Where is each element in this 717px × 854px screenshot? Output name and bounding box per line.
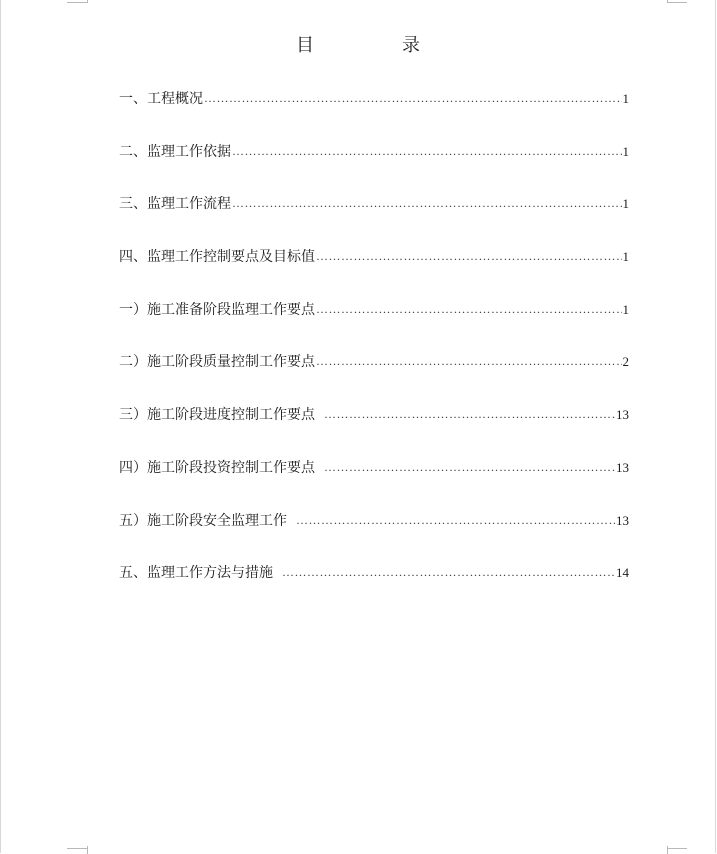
toc-leader-dots bbox=[324, 454, 615, 480]
toc-page-number: 1 bbox=[622, 91, 629, 106]
toc-entry-text: 一、工程概况 bbox=[119, 91, 203, 107]
toc-entry-text: 三、监理工作流程 bbox=[119, 196, 231, 213]
toc-page-number: 13 bbox=[616, 459, 629, 475]
toc-entry[interactable] bbox=[119, 455, 629, 508]
toc-leader-dots bbox=[204, 85, 622, 111]
toc-title-char-1: 目 bbox=[296, 35, 314, 56]
toc-entry-text: 五、监理工作方法与措施 bbox=[119, 565, 273, 582]
toc-list bbox=[119, 86, 629, 613]
toc-page-number: 13 bbox=[616, 512, 629, 528]
toc-entry[interactable] bbox=[119, 191, 629, 244]
toc-leader-dots bbox=[232, 138, 622, 164]
toc-leader-dots bbox=[324, 401, 615, 427]
toc-page-number: 2 bbox=[622, 354, 629, 370]
crop-mark-top-right bbox=[667, 2, 687, 3]
crop-mark-bottom-left-v bbox=[87, 846, 88, 854]
crop-mark-top-left-v bbox=[87, 0, 88, 3]
toc-entry-text: 二、监理工作依据 bbox=[119, 143, 231, 160]
toc-entry[interactable] bbox=[119, 349, 629, 402]
toc-page-number: 1 bbox=[622, 301, 629, 317]
toc-title-char-2: 录 bbox=[402, 35, 420, 56]
toc-entry[interactable] bbox=[119, 402, 629, 455]
toc-leader-dots bbox=[316, 243, 622, 269]
toc-entry-text: 一）施工准备阶段监理工作要点 bbox=[119, 301, 315, 318]
toc-entry[interactable] bbox=[119, 297, 629, 350]
toc-page-number: 14 bbox=[616, 565, 629, 581]
toc-entry-text: 四、监理工作控制要点及目标值 bbox=[119, 249, 315, 266]
toc-entry[interactable] bbox=[119, 560, 629, 613]
toc-leader-dots bbox=[316, 348, 622, 374]
toc-leader-dots bbox=[282, 559, 615, 585]
crop-mark-top-right-v bbox=[667, 0, 668, 3]
crop-mark-bottom-right-v bbox=[667, 846, 668, 854]
toc-leader-dots bbox=[316, 296, 622, 322]
toc-page-number: 1 bbox=[622, 196, 629, 212]
toc-entry-text: 三）施工阶段进度控制工作要点 bbox=[119, 407, 315, 424]
toc-title bbox=[1, 31, 715, 57]
toc-leader-dots bbox=[232, 190, 622, 216]
crop-mark-top-left bbox=[67, 2, 87, 3]
toc-page-number: 1 bbox=[622, 143, 629, 159]
toc-entry-text: 五）施工阶段安全监理工作 bbox=[119, 512, 287, 529]
toc-leader-dots bbox=[296, 507, 615, 533]
toc-entry[interactable] bbox=[119, 244, 629, 297]
toc-entry[interactable] bbox=[119, 139, 629, 192]
toc-page-number: 1 bbox=[622, 249, 629, 265]
crop-mark-bottom-left bbox=[67, 848, 87, 849]
toc-page-number: 13 bbox=[616, 407, 629, 423]
toc-entry-text: 四）施工阶段投资控制工作要点 bbox=[119, 459, 315, 476]
toc-entry[interactable] bbox=[119, 508, 629, 561]
crop-mark-bottom-right bbox=[667, 848, 687, 849]
toc-entry[interactable] bbox=[119, 86, 629, 139]
toc-entry-text: 二）施工阶段质量控制工作要点 bbox=[119, 354, 315, 371]
